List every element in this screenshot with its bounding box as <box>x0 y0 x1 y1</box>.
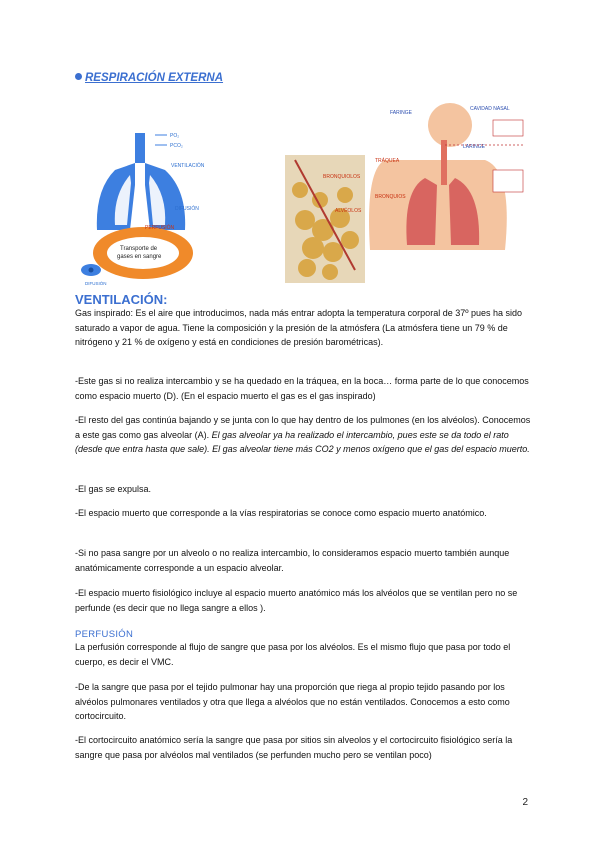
ventilacion-paragraph-6: -Si no pasa sangre por un alveolo o no realiza intercambio, lo consideramos espacio muerto también aunque anatómicamente corresponde a un espacio alveolar. <box>75 548 510 573</box>
perfusion-title: PERFUSIÓN <box>75 629 134 640</box>
ventilacion-paragraph-4: -El gas se expulsa. <box>75 484 152 494</box>
ventilacion-paragraph-7: -El espacio muerto fisiológico incluye al espacio muerto anatómico más los alvéolos que se ventilan pero no se perfunde (es decir que no llega sangre a ellos ). <box>75 588 518 613</box>
head-shape <box>428 103 472 147</box>
ventilacion-paragraph-2: -Este gas si no realiza intercambio y se ha quedado en la tráquea, en la boca… forma parte de lo que conocemos como espacio muerto (D). (En el espacio muerto el gas es el gas inspirado) <box>75 376 529 401</box>
ventilation-perfusion-diagram <box>75 125 225 290</box>
transporte-label: Transporte de gases en sangre <box>117 246 162 260</box>
trachea-shape <box>135 133 145 163</box>
perfusion-paragraph-2: -De la sangre que pasa por el tejido pulmonar hay una proporción que riega al propio tejido pasando por los alvéolos pulmonares ventilados y otra que llega a alvéolos que no están ventilados. Conocemos a esto como cortocircuito. <box>75 682 510 722</box>
cavidad-nasal-label: CAVIDAD NASAL <box>470 106 510 112</box>
section-heading-text: RESPIRACIÓN EXTERNA <box>85 72 224 84</box>
circulation-ring-inner <box>107 237 179 269</box>
difusion-bottom-label: DIFUSIÓN <box>85 281 107 286</box>
laringe-label: LARINGE <box>463 144 485 150</box>
ventilacion-paragraph-3-italic: El gas alveolar ya ha realizado el intercambio, pues este se da todo el rato (desde que entra hasta que sale). El gas alveolar tiene más CO2 y menos oxígeno que el gas del espacio muerto. <box>75 429 530 455</box>
ventilacion-label: VENTILACIÓN <box>171 163 205 169</box>
perfusion-label: PERFUSIÓN <box>145 225 175 231</box>
perfusion-paragraph-1: La perfusión corresponde al flujo de sangre que pasa por los alvéolos. Es el mismo flujo que pasa por todo el cuerpo, es decir el VMC. <box>75 642 511 667</box>
ventilacion-paragraph-1: Gas inspirado: Es el aire que introducimos, nada más entrar adopta la temperatura corporal de 37º pues ha sido saturado a vapor de agua. Tiene la composición y la presión de la atmósfera (La atmósfera tiene un 79 % de nitrógeno y 21 % de oxígeno y está en condiciones de presión barométricas). <box>75 308 523 348</box>
po2-label: PO₂ <box>170 133 180 139</box>
bronquios-label: BRONQUIOS <box>375 194 406 200</box>
traquea-label: TRÁQUEA <box>375 158 400 164</box>
ventilacion-paragraph-3 <box>75 413 535 457</box>
difusion-label: DIFUSIÓN <box>175 206 199 212</box>
bronquiolos-label: BRONQUIOLOS <box>323 174 361 180</box>
faringe-label: FARINGE <box>390 110 412 116</box>
perfusion-paragraph-3: -El cortocircuito anatómico sería la sangre que pasa por sitios sin alveolos y el cortocircuito fisiológico sería la sangre que pasa por alvéolos mal ventilados (se perfunden mucho pero se ventilan poco) <box>75 735 513 760</box>
torso-shape <box>369 160 507 250</box>
ventilacion-title: VENTILACIÓN: <box>75 292 168 307</box>
bullet-icon <box>75 73 82 80</box>
alveolos-label: ALVÉOLOS <box>335 208 362 214</box>
ventilacion-paragraph-3-text: -El resto del gas continúa bajando y se junta con lo que hay dentro de los pulmones (en los alvéolos). Conocemos a este gas como gas alveolar (A). <box>75 415 531 440</box>
respiratory-anatomy-illustration <box>285 100 530 283</box>
ventilacion-paragraph-5: -El espacio muerto que corresponde a la vías respiratorias se conoce como espacio muerto anatómico. <box>75 508 487 518</box>
section-heading <box>75 72 223 84</box>
pco2-label: PCO₂ <box>170 143 183 149</box>
page-number: 2 <box>522 797 528 808</box>
